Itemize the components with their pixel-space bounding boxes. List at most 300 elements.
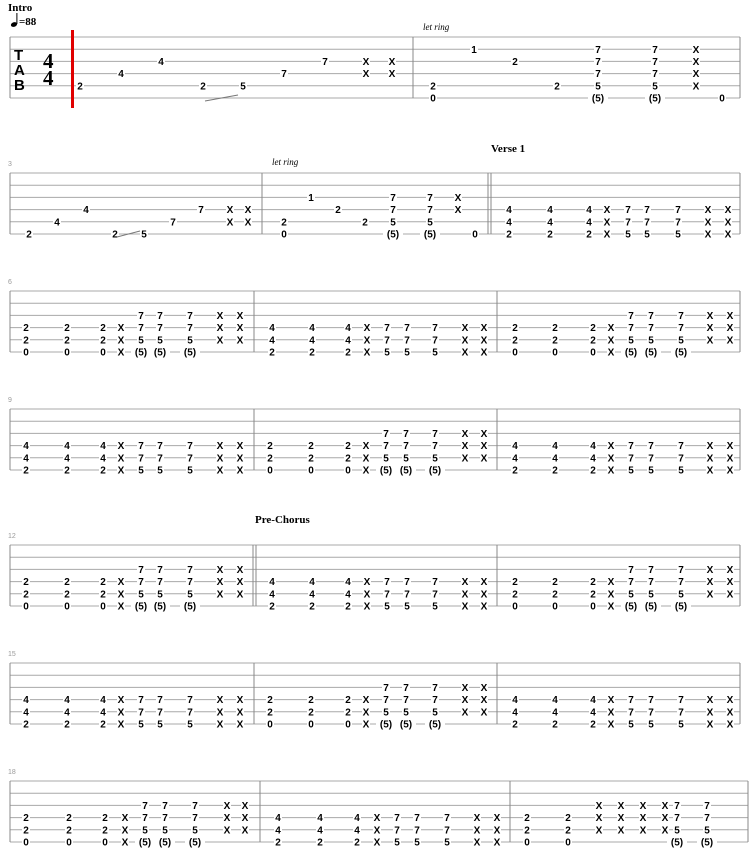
- time-signature-top: 4: [43, 49, 54, 73]
- fret-number: 4: [83, 205, 89, 217]
- fret-number: X: [480, 347, 488, 359]
- fret-number: 2: [23, 719, 29, 731]
- fret-number: 0: [719, 93, 725, 105]
- fret-number: X: [706, 707, 714, 719]
- fret-number: X: [607, 695, 615, 707]
- fret-number: 7: [187, 453, 193, 465]
- fret-number: 2: [354, 837, 360, 849]
- fret-number: (5): [399, 719, 413, 731]
- fret-number: 7: [432, 683, 438, 694]
- fret-number: 7: [678, 707, 684, 719]
- fret-number: 7: [162, 801, 168, 812]
- fret-number: X: [216, 441, 224, 453]
- fret-number: 7: [403, 683, 409, 694]
- fret-number: 2: [308, 441, 314, 453]
- fret-number: 7: [648, 707, 654, 719]
- fret-number: 2: [506, 229, 512, 241]
- fret-number: 7: [674, 813, 680, 825]
- fret-number: 2: [64, 577, 70, 589]
- fret-number: (5): [428, 465, 442, 477]
- fret-number: X: [362, 453, 370, 465]
- tab-notes: [22, 44, 734, 848]
- fret-number: 7: [187, 695, 193, 707]
- fret-number: 5: [138, 589, 144, 601]
- fret-number: X: [216, 323, 224, 335]
- fret-number: 2: [345, 347, 351, 359]
- fret-number: 4: [269, 323, 275, 335]
- fret-number: 5: [648, 335, 654, 347]
- fret-number: X: [480, 589, 488, 601]
- fret-number: 5: [648, 589, 654, 601]
- fret-number: X: [117, 695, 125, 707]
- fret-number: 4: [100, 695, 106, 707]
- fret-number: X: [724, 217, 732, 229]
- fret-number: 4: [345, 589, 351, 601]
- fret-number: 4: [317, 813, 323, 825]
- fret-number: 7: [138, 695, 144, 707]
- fret-number: 7: [652, 44, 658, 56]
- fret-number: 5: [394, 837, 400, 849]
- fret-number: X: [661, 813, 669, 825]
- fret-number: X: [216, 719, 224, 731]
- fret-number: 7: [414, 825, 420, 837]
- fret-number: 7: [157, 311, 163, 322]
- measure-number: 12: [8, 533, 16, 540]
- fret-number: X: [117, 719, 125, 731]
- fret-number: X: [461, 601, 469, 613]
- fret-number: 4: [269, 335, 275, 347]
- fret-number: 2: [267, 695, 273, 707]
- fret-number: X: [726, 719, 734, 731]
- fret-number: X: [726, 707, 734, 719]
- fret-number: 5: [192, 825, 198, 837]
- fret-number: X: [236, 453, 244, 465]
- fret-number: 5: [628, 465, 634, 477]
- fret-number: (5): [379, 465, 393, 477]
- fret-number: 0: [64, 601, 70, 613]
- fret-number: 5: [444, 837, 450, 849]
- fret-number: 5: [187, 335, 193, 347]
- fret-number: X: [117, 601, 125, 613]
- fret-number: 4: [547, 217, 553, 229]
- fret-number: X: [726, 565, 734, 576]
- fret-number: X: [216, 335, 224, 347]
- fret-number: 0: [430, 93, 436, 105]
- fret-number: 2: [100, 589, 106, 601]
- fret-number: X: [639, 825, 647, 837]
- fret-number: 7: [187, 311, 193, 322]
- fret-number: X: [726, 323, 734, 335]
- fret-number: 7: [704, 801, 710, 812]
- fret-number: 4: [590, 453, 596, 465]
- fret-number: 4: [552, 453, 558, 465]
- fret-number: 7: [162, 813, 168, 825]
- fret-number: 4: [54, 217, 60, 229]
- fret-number: 7: [628, 577, 634, 589]
- fret-number: X: [706, 565, 714, 576]
- fret-number: X: [639, 801, 647, 812]
- fret-number: 7: [404, 335, 410, 347]
- fret-number: X: [373, 825, 381, 837]
- fret-number: 7: [157, 323, 163, 335]
- fret-number: 4: [269, 577, 275, 589]
- fret-number: X: [117, 335, 125, 347]
- fret-number: 7: [427, 205, 433, 217]
- fret-number: (5): [674, 347, 688, 359]
- fret-number: 5: [404, 347, 410, 359]
- fret-number: X: [704, 229, 712, 241]
- fret-number: 0: [524, 837, 530, 849]
- fret-number: X: [223, 801, 231, 812]
- fret-number: 0: [552, 601, 558, 613]
- fret-number: 4: [590, 441, 596, 453]
- fret-number: 4: [552, 695, 558, 707]
- fret-number: X: [236, 695, 244, 707]
- fret-number: 7: [384, 323, 390, 335]
- fret-number: X: [480, 707, 488, 719]
- fret-number: 7: [678, 323, 684, 335]
- fret-number: X: [480, 453, 488, 465]
- fret-number: 2: [552, 465, 558, 477]
- fret-number: 4: [354, 825, 360, 837]
- fret-number: (5): [386, 229, 400, 241]
- fret-number: 7: [628, 695, 634, 707]
- fret-number: 7: [394, 825, 400, 837]
- fret-number: X: [706, 719, 714, 731]
- fret-number: 2: [66, 825, 72, 837]
- fret-number: 7: [404, 323, 410, 335]
- fret-number: 7: [628, 453, 634, 465]
- fret-number: 5: [432, 453, 438, 465]
- fret-number: X: [121, 813, 129, 825]
- fret-number: X: [461, 683, 469, 694]
- fret-number: X: [117, 323, 125, 335]
- fret-number: 7: [394, 813, 400, 825]
- fret-number: 2: [308, 453, 314, 465]
- fret-number: 5: [141, 229, 147, 241]
- fret-number: 4: [552, 707, 558, 719]
- fret-number: 7: [138, 323, 144, 335]
- fret-number: 2: [552, 577, 558, 589]
- fret-number: X: [726, 465, 734, 477]
- fret-number: 4: [309, 335, 315, 347]
- fret-number: 7: [138, 565, 144, 576]
- fret-number: 4: [23, 695, 29, 707]
- fret-number: X: [661, 825, 669, 837]
- fret-number: X: [461, 347, 469, 359]
- fret-number: X: [704, 217, 712, 229]
- fret-number: 7: [628, 707, 634, 719]
- fret-number: X: [363, 577, 371, 589]
- fret-number: 7: [432, 589, 438, 601]
- section-label-verse: Verse 1: [491, 143, 526, 155]
- fret-number: (5): [153, 601, 167, 613]
- fret-number: X: [117, 453, 125, 465]
- fret-number: X: [117, 589, 125, 601]
- fret-number: 7: [625, 217, 631, 229]
- fret-number: (5): [138, 837, 152, 849]
- fret-number: 7: [390, 205, 396, 217]
- fret-number: 5: [414, 837, 420, 849]
- fret-number: X: [216, 589, 224, 601]
- fret-number: 5: [404, 601, 410, 613]
- fret-number: X: [724, 205, 732, 217]
- fret-number: 2: [64, 589, 70, 601]
- fret-number: 4: [269, 589, 275, 601]
- fret-number: 7: [187, 707, 193, 719]
- fret-number: X: [216, 565, 224, 576]
- fret-number: X: [461, 441, 469, 453]
- fret-number: X: [363, 601, 371, 613]
- fret-number: 5: [142, 825, 148, 837]
- fret-number: X: [216, 707, 224, 719]
- fret-number: X: [362, 441, 370, 453]
- fret-number: 0: [345, 719, 351, 731]
- fret-number: 7: [628, 323, 634, 335]
- fret-number: 2: [77, 81, 83, 93]
- fret-number: 2: [335, 205, 341, 217]
- fret-number: X: [461, 453, 469, 465]
- fret-number: X: [493, 837, 501, 849]
- fret-number: 7: [678, 565, 684, 576]
- fret-number: (5): [153, 347, 167, 359]
- fret-number: 2: [512, 465, 518, 477]
- fret-number: 4: [512, 695, 518, 707]
- fret-number: X: [223, 825, 231, 837]
- fret-number: 2: [102, 825, 108, 837]
- fret-number: 2: [200, 81, 206, 93]
- fret-number: X: [639, 813, 647, 825]
- fret-number: X: [595, 825, 603, 837]
- fret-number: 5: [432, 347, 438, 359]
- fret-number: 7: [648, 441, 654, 453]
- fret-number: 0: [472, 229, 478, 241]
- measure-number: 9: [8, 397, 12, 404]
- fret-number: X: [603, 205, 611, 217]
- fret-number: 2: [512, 719, 518, 731]
- fret-number: 4: [64, 441, 70, 453]
- fret-number: 2: [512, 335, 518, 347]
- fret-number: (5): [624, 347, 638, 359]
- fret-number: 2: [100, 719, 106, 731]
- fret-number: 7: [432, 695, 438, 707]
- fret-number: X: [595, 801, 603, 812]
- fret-number: 7: [678, 311, 684, 322]
- fret-number: X: [244, 205, 252, 217]
- fret-number: 4: [345, 577, 351, 589]
- fret-number: 7: [138, 311, 144, 322]
- fret-number: 7: [138, 707, 144, 719]
- fret-number: 0: [267, 465, 273, 477]
- fret-number: 0: [512, 347, 518, 359]
- fret-number: (5): [674, 601, 688, 613]
- fret-number: X: [607, 335, 615, 347]
- fret-number: 2: [275, 837, 281, 849]
- fret-number: X: [480, 577, 488, 589]
- fret-number: 2: [23, 589, 29, 601]
- fret-number: 7: [628, 441, 634, 453]
- fret-number: X: [388, 57, 396, 68]
- fret-number: (5): [183, 347, 197, 359]
- fret-number: 5: [675, 229, 681, 241]
- fret-number: 0: [23, 347, 29, 359]
- fret-number: X: [117, 577, 125, 589]
- fret-number: 2: [512, 577, 518, 589]
- fret-number: 0: [23, 837, 29, 849]
- fret-number: X: [607, 577, 615, 589]
- fret-number: (5): [134, 601, 148, 613]
- fret-number: 5: [678, 719, 684, 731]
- fret-number: 2: [308, 707, 314, 719]
- fret-number: X: [706, 465, 714, 477]
- fret-number: (5): [644, 601, 658, 613]
- fret-number: 7: [383, 429, 389, 440]
- fret-number: 2: [23, 323, 29, 335]
- fret-number: 4: [547, 205, 553, 217]
- fret-number: X: [706, 441, 714, 453]
- fret-number: 2: [64, 465, 70, 477]
- fret-number: X: [706, 589, 714, 601]
- fret-number: 2: [345, 441, 351, 453]
- fret-number: 7: [403, 441, 409, 453]
- fret-number: 2: [100, 323, 106, 335]
- fret-number: 0: [308, 465, 314, 477]
- fret-number: 2: [586, 229, 592, 241]
- fret-number: 1: [308, 193, 314, 204]
- fret-number: X: [706, 335, 714, 347]
- fret-number: X: [236, 441, 244, 453]
- fret-number: 5: [432, 601, 438, 613]
- fret-number: (5): [700, 837, 714, 849]
- fret-number: X: [607, 323, 615, 335]
- fret-number: 5: [384, 347, 390, 359]
- fret-number: X: [121, 825, 129, 837]
- fret-number: X: [388, 69, 396, 81]
- fret-number: 2: [552, 719, 558, 731]
- fret-number: X: [236, 311, 244, 322]
- fret-number: 2: [552, 335, 558, 347]
- fret-number: X: [117, 347, 125, 359]
- tab-clef-a: A: [14, 62, 25, 79]
- fret-number: X: [726, 577, 734, 589]
- fret-number: X: [244, 217, 252, 229]
- fret-number: X: [121, 837, 129, 849]
- fret-number: 4: [309, 589, 315, 601]
- fret-number: 1: [471, 44, 477, 56]
- let-ring-label: let ring: [272, 157, 299, 167]
- measure-number: 3: [8, 161, 12, 168]
- fret-number: X: [461, 577, 469, 589]
- fret-number: X: [617, 801, 625, 812]
- fret-number: X: [236, 719, 244, 731]
- fret-number: 7: [432, 577, 438, 589]
- fret-number: 4: [64, 695, 70, 707]
- fret-number: 5: [383, 453, 389, 465]
- fret-number: 5: [187, 589, 193, 601]
- fret-number: X: [493, 825, 501, 837]
- fret-number: X: [607, 707, 615, 719]
- playback-cursor[interactable]: [71, 30, 74, 108]
- fret-number: X: [706, 695, 714, 707]
- fret-number: 5: [403, 707, 409, 719]
- fret-number: 2: [26, 229, 32, 241]
- fret-number: 2: [112, 229, 118, 241]
- measure-number: 6: [8, 279, 12, 286]
- fret-number: 7: [675, 217, 681, 229]
- fret-number: 4: [23, 707, 29, 719]
- fret-number: X: [216, 311, 224, 322]
- fret-number: 7: [138, 441, 144, 453]
- fret-number: 2: [23, 577, 29, 589]
- fret-number: 4: [345, 335, 351, 347]
- fret-number: X: [617, 813, 625, 825]
- fret-number: 2: [590, 323, 596, 335]
- fret-number: 4: [512, 707, 518, 719]
- fret-number: 7: [403, 429, 409, 440]
- fret-number: 2: [64, 323, 70, 335]
- fret-number: 4: [23, 441, 29, 453]
- fret-number: X: [726, 589, 734, 601]
- fret-number: (5): [423, 229, 437, 241]
- fret-number: 4: [158, 57, 164, 68]
- fret-number: X: [236, 589, 244, 601]
- fret-number: 5: [625, 229, 631, 241]
- let-ring-label: let ring: [423, 22, 450, 32]
- fret-number: 7: [628, 311, 634, 322]
- fret-number: X: [607, 453, 615, 465]
- fret-number: (5): [428, 719, 442, 731]
- fret-number: 0: [565, 837, 571, 849]
- fret-number: X: [493, 813, 501, 825]
- fret-number: X: [363, 589, 371, 601]
- intro-label: Intro: [8, 2, 33, 14]
- fret-number: 5: [595, 81, 601, 93]
- fret-number: X: [373, 813, 381, 825]
- fret-number: X: [607, 589, 615, 601]
- fret-number: 5: [138, 335, 144, 347]
- fret-number: (5): [399, 465, 413, 477]
- fret-number: X: [607, 601, 615, 613]
- fret-number: (5): [648, 93, 662, 105]
- fret-number: (5): [644, 347, 658, 359]
- fret-number: 5: [628, 719, 634, 731]
- fret-number: 5: [628, 589, 634, 601]
- fret-number: X: [607, 465, 615, 477]
- fret-number: 7: [678, 695, 684, 707]
- fret-number: X: [216, 577, 224, 589]
- fret-number: 7: [648, 323, 654, 335]
- fret-number: X: [236, 577, 244, 589]
- fret-number: 5: [138, 465, 144, 477]
- fret-number: 5: [384, 601, 390, 613]
- fret-number: X: [692, 57, 700, 68]
- fret-number: 7: [384, 577, 390, 589]
- fret-number: X: [461, 429, 469, 440]
- fret-number: X: [216, 453, 224, 465]
- fret-number: 2: [565, 825, 571, 837]
- fret-number: 7: [648, 311, 654, 322]
- fret-number: X: [236, 707, 244, 719]
- fret-number: X: [363, 323, 371, 335]
- measure-number: 18: [8, 769, 16, 776]
- fret-number: X: [726, 311, 734, 322]
- fret-number: (5): [591, 93, 605, 105]
- fret-number: 2: [430, 81, 436, 93]
- fret-number: 7: [674, 801, 680, 812]
- fret-number: 2: [317, 837, 323, 849]
- fret-number: 4: [309, 577, 315, 589]
- fret-number: 2: [345, 601, 351, 613]
